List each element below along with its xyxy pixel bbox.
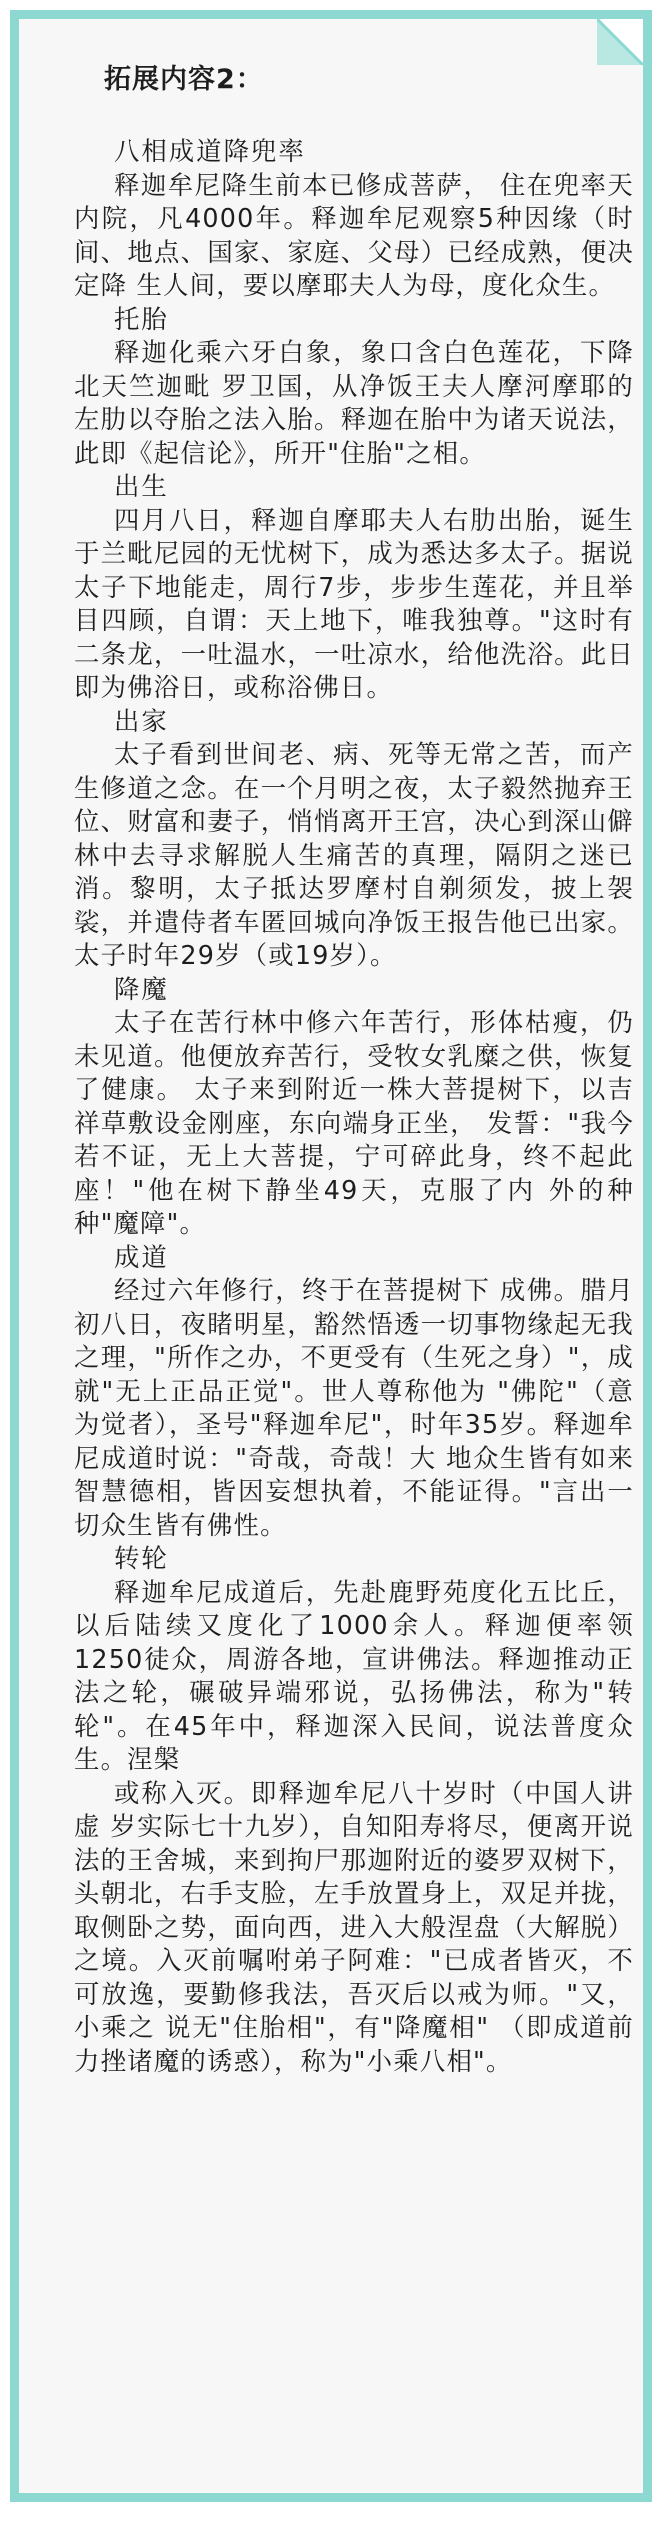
section-renunciation [74, 705, 634, 973]
section-heading: 出家 [114, 705, 169, 736]
section-heading: 降魔 [114, 973, 169, 1004]
section-text: 四月八日，释迦自摩耶夫人右肋出胎，诞生于兰毗尼园的无忧树下，成为悉达多太子。据说太子下地能走，周行7步，步步生莲花，并且举目四顾，自谓：天上地下，唯我独尊。"这时有二条龙，一吐温水，一吐凉水，给他洗浴。此日即为佛浴日，或称浴佛日。 [74, 504, 634, 702]
section-enlightenment [74, 1241, 634, 1543]
article-card [10, 10, 652, 2502]
section-heading: 转轮 [114, 1543, 169, 1573]
folded-corner-icon [597, 19, 643, 65]
section-text: 释迦化乘六牙白象，象口含白色莲花，下降北天竺迦毗 罗卫国，从净饭王夫人摩河摩耶的左肋以夺胎之法入胎。释迦在胎中为诸天说法，此即《起信论》，所开"住胎"之相。 [74, 337, 634, 468]
section-text: 太子看到世间老、病、死等无常之苦，而产生修道之念。在一个月明之夜，太子毅然抛弃王位、财富和妻子，悄悄离开王宫，决心到深山僻林中去寻求解脱人生痛苦的真理，隔阴之迷已消。黎明，太子抵达罗摩村自剃须发，披上袈裟，并遣侍者车匿回城向净饭王报告他已出家。太子时年29岁（或19岁）。 [74, 739, 634, 970]
section-heading: 八相成道降兜率 [114, 136, 306, 166]
section-turning-wheel [74, 1542, 634, 1777]
section-nirvana [74, 1777, 634, 2079]
section-birth [74, 470, 634, 705]
article-content [74, 63, 634, 2078]
section-descent [74, 135, 634, 303]
section-heading: 成道 [114, 1241, 169, 1272]
section-heading: 托胎 [114, 303, 169, 334]
section-conception [74, 303, 634, 471]
section-text: 或称入灭。即释迦牟尼八十岁时（中国人讲虚 岁实际七十九岁），自知阳寿将尽，便离开说法的王舍城，来到拘尸那迦附近的婆罗双树下，头朝北，右手支脸，左手放置身上，双足并拢，取侧卧之势，面向西，进入大般涅盘（大解脱）之境。入灭前嘱咐弟子阿难："已成者皆灭，不可放逸，要勤修我法，吾灭后以戒为师。"又，小乘之 说无"住胎相"，有"降魔相" （即成道前力挫诸魔的诱惑），称为"小乘八相"。 [74, 1777, 634, 2076]
section-text: 释迦牟尼成道后，先赴鹿野苑度化五比丘， 以后陆续又度化了1000余人。释迦便率领1250徒众，周游各地，宣讲佛法。释迦推动正 法之轮，碾破异端邪说，弘扬佛法，称为"转轮"。在45年中，释迦深入民间，说法普度众生。涅槃 [74, 1576, 634, 1774]
section-heading: 出生 [114, 471, 169, 501]
section-text: 太子在苦行林中修六年苦行，形体枯瘦，仍未见道。他便放弃苦行，受牧女乳糜之供，恢复了健康。 太子来到附近一株大菩提树下，以吉祥草敷设金刚座，东向端身正坐， 发誓："我今若不证，无上大菩提，宁可碎此身，终不起此座！"他在树下静坐49天，克服了内 外的种种"魔障"。 [74, 1007, 634, 1238]
section-subduing-mara [74, 973, 634, 1241]
page-title: 拓展内容2： [104, 64, 264, 95]
section-text: 释迦牟尼降生前本已修成菩萨， 住在兜率天内院，凡4000年。释迦牟尼观察5种因缘（时间、地点、国家、家庭、父母）已经成熟，便决定降 生人间，要以摩耶夫人为母，度化众生。 [74, 169, 634, 300]
section-text: 经过六年修行，终于在菩提树下 成佛。腊月初八日，夜睹明星，豁然悟透一切事物缘起无我之理，"所作之办，不更受有（生死之身）"，成就"无上正品正觉"。世人尊称他为 "佛陀"（意为觉者），圣号"释迦牟尼"，时年35岁。释迦牟尼成道时说："奇哉，奇哉！大 地众生皆有如来智慧德相，皆因妄想执着，不能证得。"言出一切众生皆有佛性。 [74, 1275, 634, 1540]
